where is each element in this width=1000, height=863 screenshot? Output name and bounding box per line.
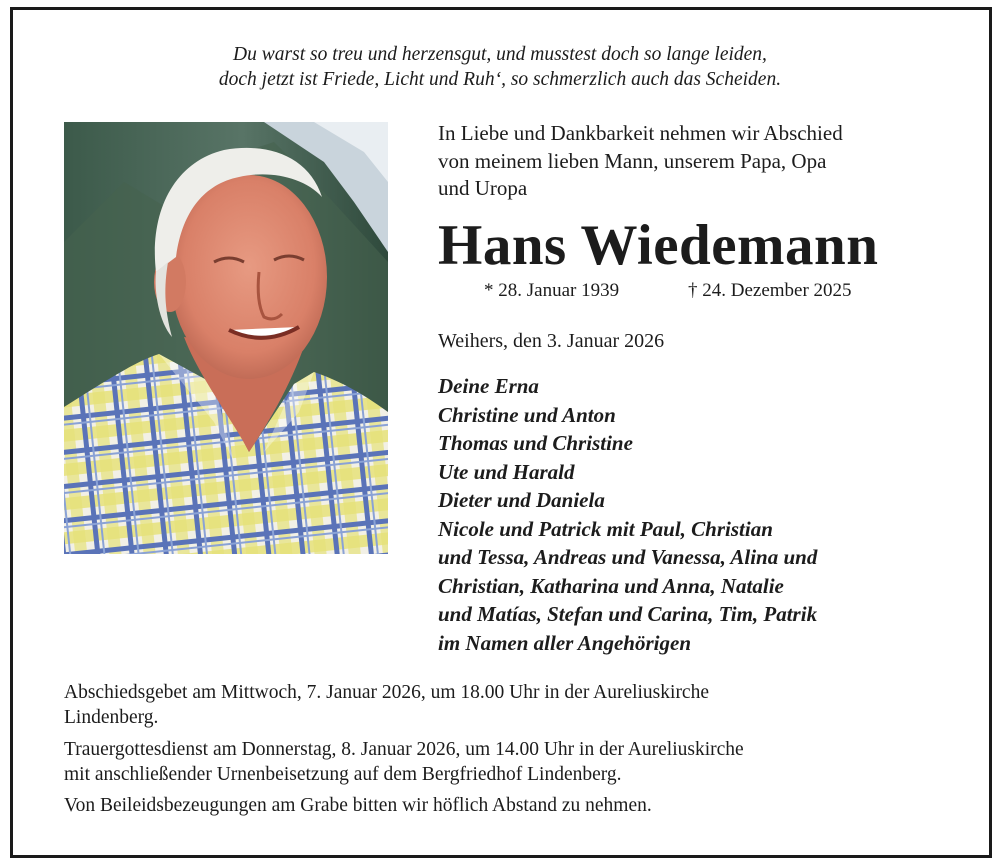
- service-line-2: mit anschließender Urnenbeisetzung auf dem Bergfriedhof Lindenberg.: [64, 764, 622, 785]
- service-line-1: Trauergottesdienst am Donnerstag, 8. Januar 2026, um 14.00 Uhr in der Aureliuskirche: [64, 739, 744, 760]
- mourner-line: Nicole und Patrick mit Paul, Christian: [438, 516, 773, 541]
- condolence-line: Von Beileidsbezeugungen am Grabe bitten wir höflich Abstand zu nehmen.: [64, 795, 652, 816]
- place-and-date: Weihers, den 3. Januar 2026: [438, 330, 665, 352]
- mourner-line: und Tessa, Andreas und Vanessa, Alina und: [438, 545, 818, 569]
- mourner-line: Thomas und Christine: [438, 431, 633, 455]
- birth-date: * 28. Januar 1939: [484, 280, 620, 301]
- prayer-line-2: Lindenberg.: [64, 707, 159, 728]
- death-date: † 24. Dezember 2025: [688, 280, 852, 301]
- poem-line-1: Du warst so treu und herzensgut, und musstest doch so lange leiden,: [233, 44, 767, 65]
- mourner-line: und Matías, Stefan und Carina, Tim, Patrik: [438, 602, 818, 626]
- mourner-line: Deine Erna: [438, 374, 539, 398]
- intro-line-1: In Liebe und Dankbarkeit nehmen wir Abschied: [438, 121, 843, 145]
- mourner-line: Dieter und Daniela: [438, 488, 605, 512]
- intro-line-3: und Uropa: [438, 176, 528, 200]
- mourner-line: Christian, Katharina und Anna, Natalie: [438, 573, 784, 598]
- mourner-line: Ute und Harald: [438, 459, 575, 484]
- prayer-notice: [64, 680, 964, 730]
- poem-line-2: doch jetzt ist Friede, Licht und Ruh‘, so schmerzlich auch das Scheiden.: [218, 69, 782, 90]
- prayer-line-1: Abschiedsgebet am Mittwoch, 7. Januar 2026, um 18.00 Uhr in der Aureliuskirche: [64, 682, 709, 703]
- memorial-poem: [0, 42, 1000, 92]
- deceased-name: Hans Wiedemann: [438, 214, 879, 277]
- portrait-photo: [64, 122, 388, 554]
- funeral-service-notice: [64, 737, 964, 787]
- mourner-line: Christine und Anton: [438, 402, 616, 427]
- farewell-intro: [438, 120, 958, 203]
- mourners-list: [438, 372, 817, 657]
- intro-line-2: von meinem lieben Mann, unserem Papa, Opa: [438, 148, 827, 173]
- mourner-line: im Namen aller Angehörigen: [438, 630, 691, 655]
- condolence-notice: [64, 793, 964, 818]
